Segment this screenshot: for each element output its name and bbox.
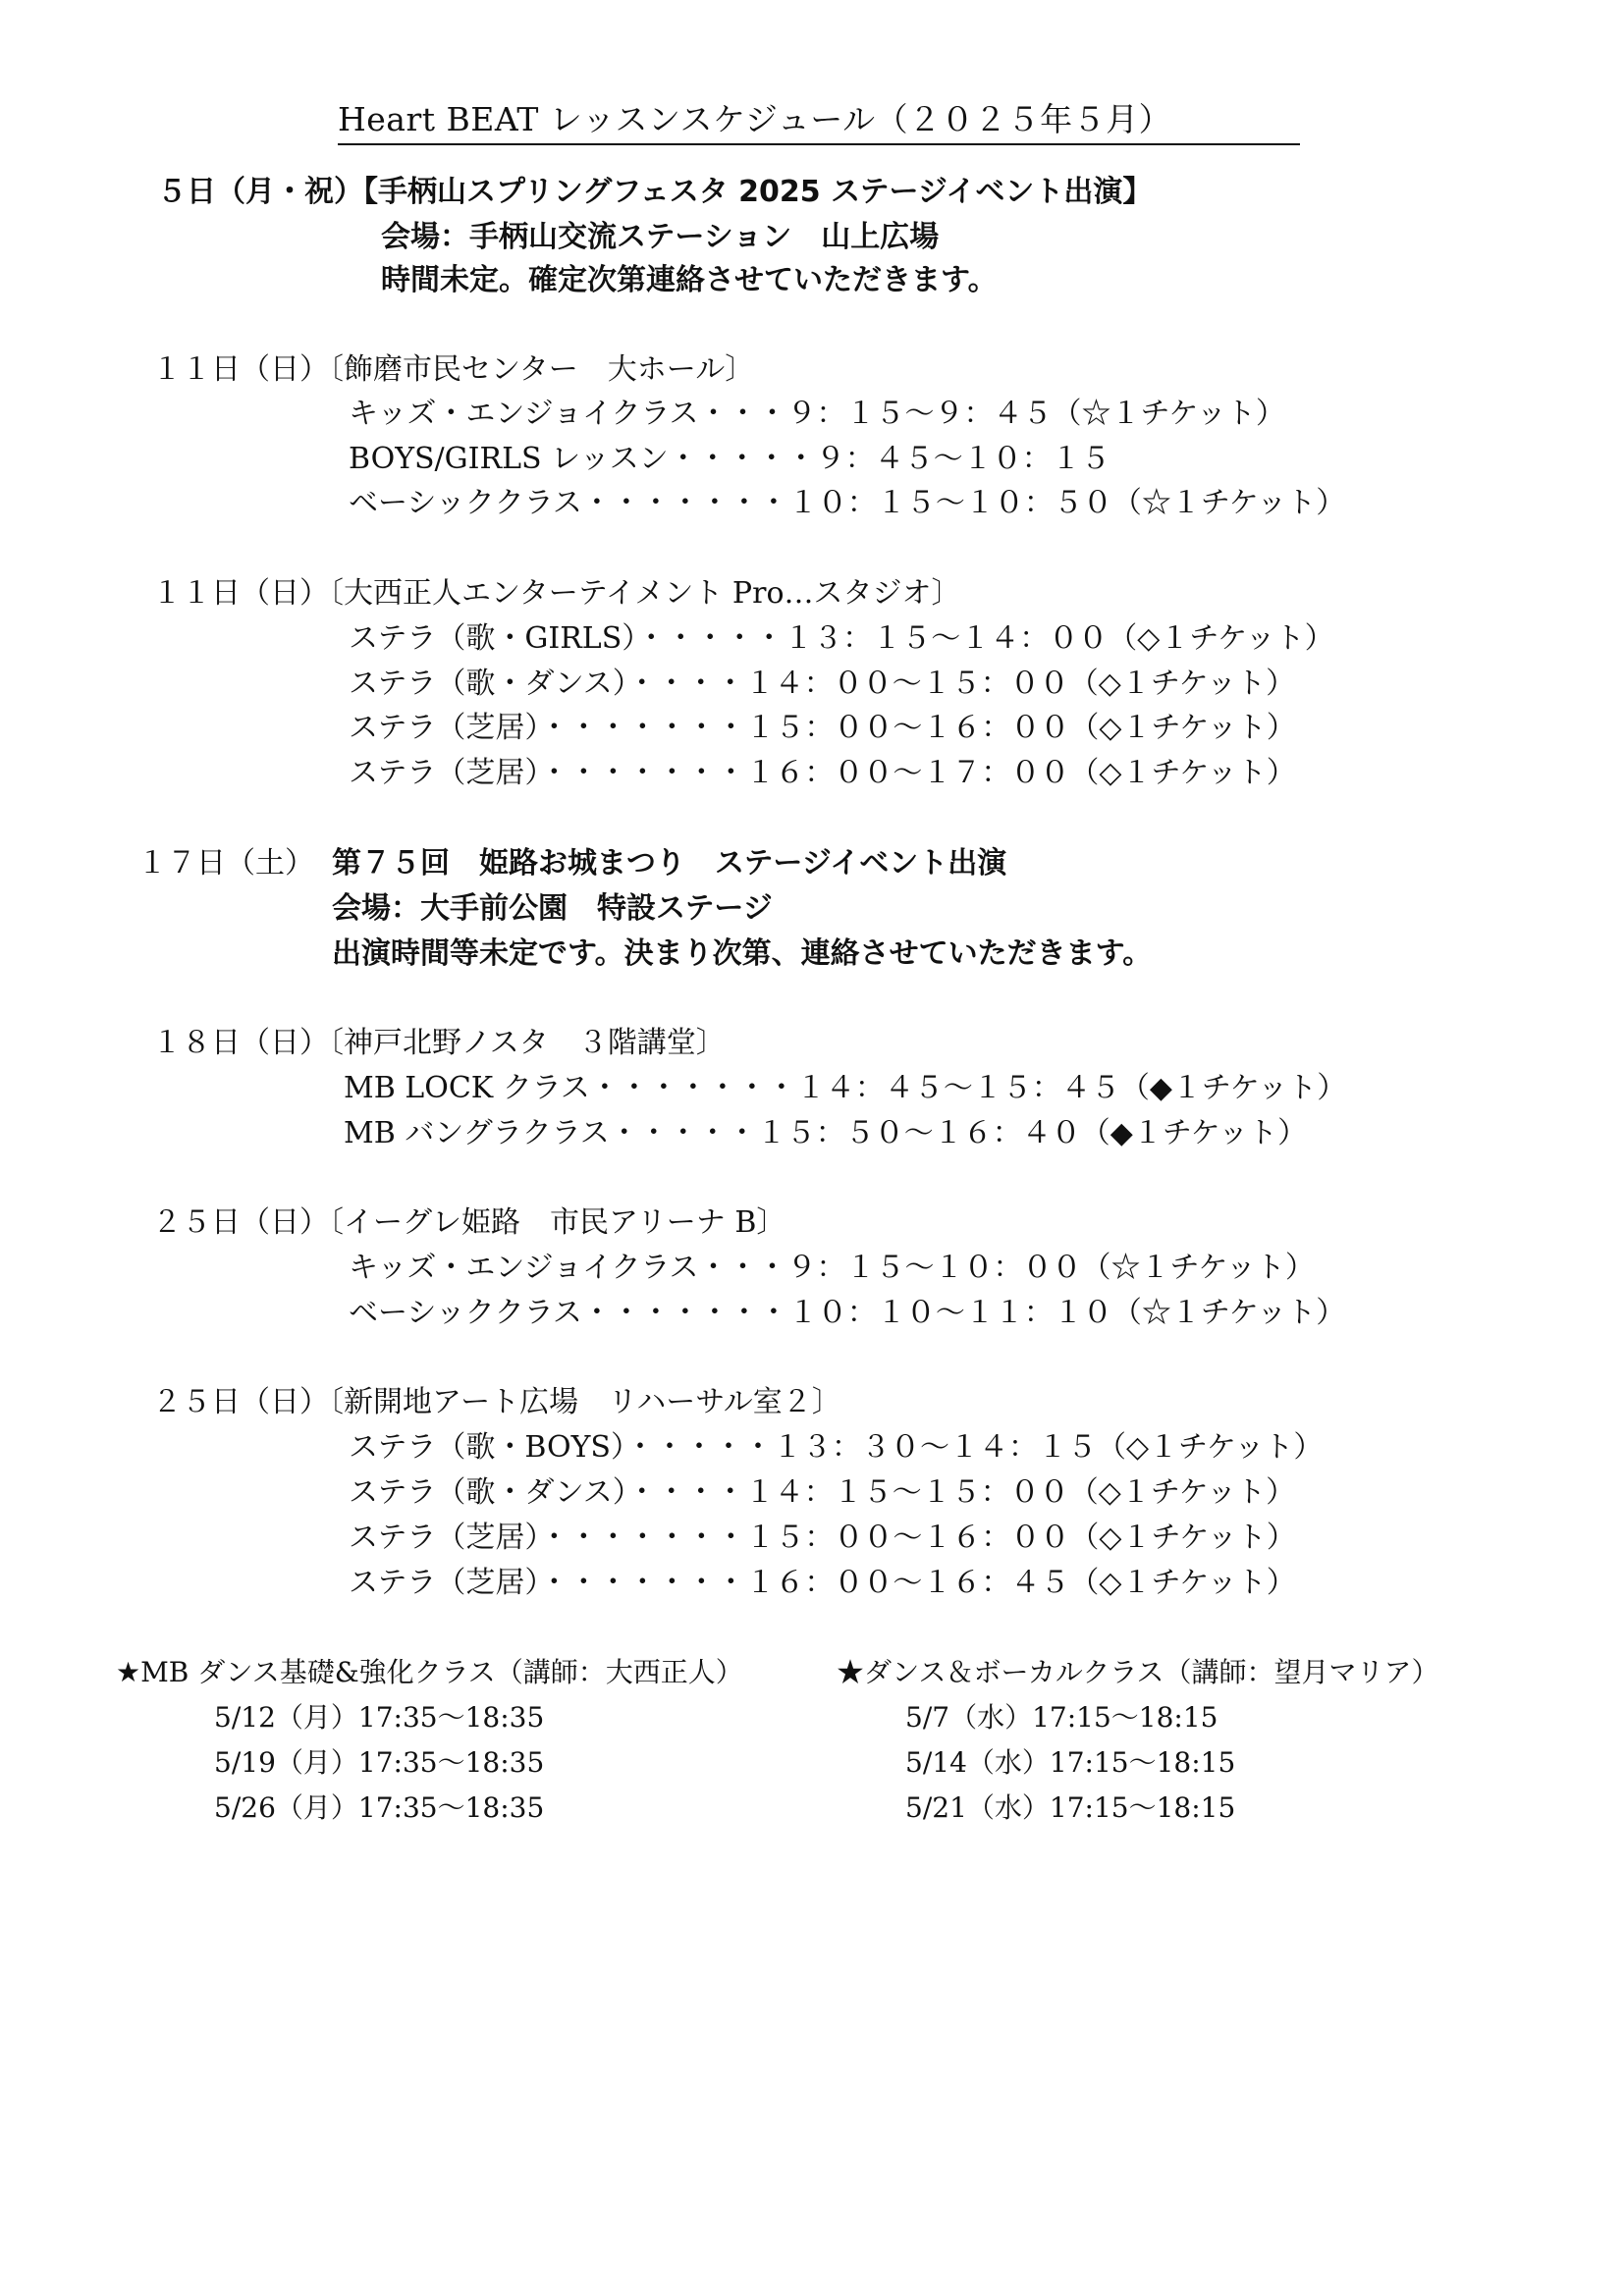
mb-class-date: 5/12（月）17:35〜18:35 [214, 1701, 545, 1734]
section-heading-may25-egret: ２５日（日）〔イーグレ姫路 市民アリーナ B〕 [152, 1205, 786, 1240]
mb-class-date: 5/26（月）17:35〜18:35 [214, 1791, 545, 1824]
lesson-item: MB バングラクラス・・・・・１５：５０〜１６：４０（◆１チケット） [344, 1116, 1308, 1150]
event-may17-venue: 会場：大手前公園 特設ステージ [332, 891, 773, 926]
lesson-item: ステラ（芝居）・・・・・・・１６：００〜１６：４５（◇１チケット） [349, 1566, 1296, 1600]
title-underline [338, 143, 1300, 145]
lesson-item: MB LOCK クラス・・・・・・・１４：４５〜１５：４５（◆１チケット） [344, 1071, 1347, 1105]
section-heading-may18-kobe: １８日（日）〔神戸北野ノスタ ３階講堂〕 [152, 1026, 726, 1060]
lesson-item: ベーシッククラス・・・・・・・１０：１０〜１１：１０（☆１チケット） [349, 1296, 1346, 1330]
event-may5-venue: 会場：手柄山交流ステーション 山上広場 [381, 220, 940, 254]
lesson-item: キッズ・エンジョイクラス・・・９：１５〜１０：００（☆１チケット） [349, 1251, 1315, 1285]
lesson-item: キッズ・エンジョイクラス・・・９：１５〜９：４５（☆１チケット） [349, 397, 1285, 431]
lesson-item: ステラ（芝居）・・・・・・・１６：００〜１７：００（◇１チケット） [349, 756, 1296, 790]
section-heading-may11-studio: １１日（日）〔大西正人エンターテイメント Pro…スタジオ〕 [152, 576, 961, 611]
lesson-item: ステラ（歌・BOYS）・・・・・１３：３０〜１４：１５（◇１チケット） [349, 1430, 1324, 1465]
vocal-class-date: 5/7（水）17:15〜18:15 [905, 1701, 1218, 1734]
lesson-item: ステラ（歌・ダンス）・・・・１４：１５〜１５：００（◇１チケット） [349, 1475, 1296, 1510]
lesson-item: ベーシッククラス・・・・・・・１０：１５〜１０：５０（☆１チケット） [349, 486, 1346, 520]
page-title: Heart BEAT レッスンスケジュール（２０２５年５月） [338, 100, 1172, 138]
lesson-item: BOYS/GIRLS レッスン・・・・・９：４５〜１０：１５ [349, 442, 1110, 476]
section-heading-may11-shikama: １１日（日）〔飾磨市民センター 大ホール〕 [152, 352, 755, 387]
vocal-class-date: 5/21（水）17:15〜18:15 [905, 1791, 1236, 1824]
vocal-class-date: 5/14（水）17:15〜18:15 [905, 1746, 1236, 1779]
vocal-class-heading: ★ダンス＆ボーカルクラス（講師：望月マリア） [837, 1656, 1439, 1688]
lesson-item: ステラ（歌・GIRLS）・・・・・１３：１５〜１４：００（◇１チケット） [349, 621, 1334, 656]
event-may17-note: 出演時間等未定です。決まり次第、連絡させていただきます。 [332, 936, 1153, 971]
lesson-item: ステラ（歌・ダンス）・・・・１４：００〜１５：００（◇１チケット） [349, 667, 1296, 701]
lesson-item: ステラ（芝居）・・・・・・・１５：００〜１６：００（◇１チケット） [349, 711, 1296, 745]
event-may5-note: 時間未定。確定次第連絡させていただきます。 [381, 263, 998, 297]
lesson-item: ステラ（芝居）・・・・・・・１５：００〜１６：００（◇１チケット） [349, 1521, 1296, 1555]
event-may17-title: 第７５回 姫路お城まつり ステージイベント出演 [332, 846, 1007, 881]
mb-class-date: 5/19（月）17:35〜18:35 [214, 1746, 545, 1779]
mb-class-heading: ★MB ダンス基礎&強化クラス（講師：大西正人） [116, 1656, 743, 1688]
event-may5-heading: ５日（月・祝）【手柄山スプリングフェスタ 2025 ステージイベント出演】 [157, 175, 1153, 209]
section-heading-may25-shinkaichi: ２５日（日）〔新開地アート広場 リハーサル室２〕 [152, 1385, 841, 1419]
event-may17-date: １７日（土） [137, 846, 314, 881]
